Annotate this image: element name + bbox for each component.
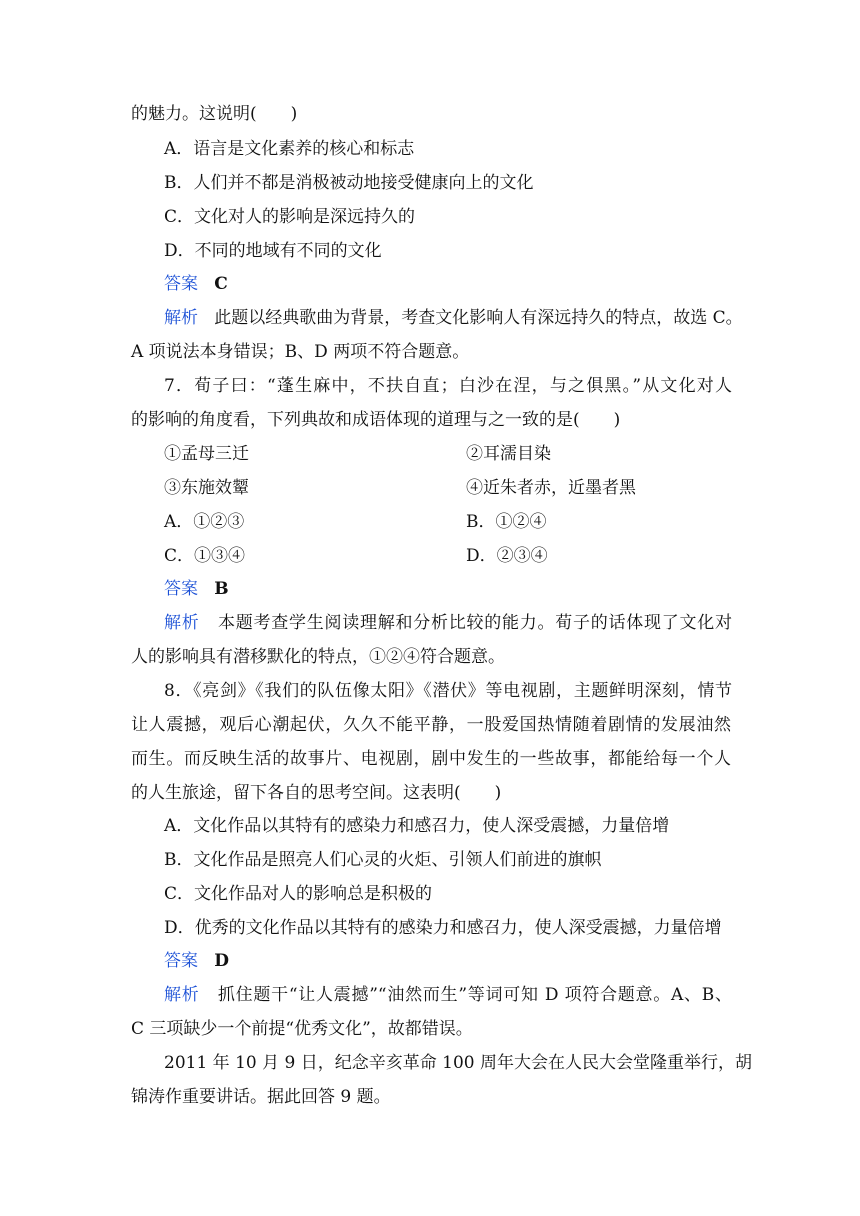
answer-value: C [214, 274, 228, 294]
analysis-text: 本题考查学生阅读理解和分析比较的能力。荀子的话体现了文化对 [217, 613, 733, 633]
q8-option-a: A．文化作品以其特有的感染力和感召力，使人深受震撼，力量倍增 [164, 816, 670, 836]
q7-item-3: ③东施效颦 [164, 478, 249, 498]
question-8-stem-line-2: 让人震撼，观后心潮起伏，久久不能平静，一股爱国热情随着剧情的发展油然 [131, 715, 731, 735]
q7-item-1: ①孟母三迁 [164, 444, 249, 464]
q8-analysis-line-1 [164, 984, 732, 1006]
answer-value: B [214, 579, 229, 599]
answer-label: 答案 [164, 951, 198, 971]
q7-answer [164, 578, 732, 600]
q6-analysis-line-1 [164, 307, 743, 329]
q7-analysis-line-1 [164, 612, 732, 634]
answer-label: 答案 [164, 274, 198, 294]
question-8-stem-line-3: 而生。而反映生活的故事片、电视剧，剧中发生的一些故事，都能给每一个人 [131, 749, 731, 769]
analysis-text: 此题以经典歌曲为背景，考查文化影响人有深远持久的特点，故选 C。 [214, 308, 743, 328]
q7-option-c: C．①③④ [164, 546, 246, 566]
material-line-1: 2011 年 10 月 9 日，纪念辛亥革命 100 周年大会在人民大会堂隆重举行，胡 [164, 1053, 752, 1073]
q6-option-b: B．人们并不都是消极被动地接受健康向上的文化 [164, 173, 534, 193]
q6-analysis-line-2: A 项说法本身错误；B、D 两项不符合题意。 [131, 342, 470, 362]
answer-value: D [214, 951, 229, 971]
q8-option-c: C．文化作品对人的影响总是积极的 [164, 884, 433, 904]
q8-answer [164, 950, 732, 972]
analysis-text: 抓住题干“让人震撼”“油然而生”等词可知 D 项符合题意。A、B、 [217, 985, 733, 1005]
q7-analysis-line-2: 人的影响具有潜移默化的特点，①②④符合题意。 [131, 647, 505, 667]
q7-option-d: D．②③④ [466, 546, 548, 566]
analysis-label: 解析 [164, 308, 198, 328]
q8-option-d: D．优秀的文化作品以其特有的感染力和感召力，使人深受震撼，力量倍增 [164, 918, 722, 938]
q8-analysis-line-2: C 三项缺少一个前提“优秀文化”，故都错误。 [131, 1019, 473, 1039]
q7-option-b: B．①②④ [466, 512, 547, 532]
question-8-stem-line-4: 的人生旅途，留下各自的思考空间。这表明( ) [131, 783, 502, 803]
material-line-2: 锦涛作重要讲话。据此回答 9 题。 [131, 1087, 391, 1107]
question-8-stem-line-1: 8．《亮剑》《我们的队伍像太阳》《潜伏》等电视剧，主题鲜明深刻，情节 [164, 681, 732, 701]
answer-label: 答案 [164, 579, 198, 599]
question-7-stem-line-2: 的影响的角度看，下列典故和成语体现的道理与之一致的是( ) [131, 410, 621, 430]
question-6-stem-tail: 的魅力。这说明( ) [131, 104, 298, 124]
q7-item-4: ④近朱者赤，近墨者黑 [466, 478, 636, 498]
q7-item-2: ②耳濡目染 [466, 444, 551, 464]
q8-option-b: B．文化作品是照亮人们心灵的火炬、引领人们前进的旗帜 [164, 850, 602, 870]
q6-answer [164, 273, 732, 295]
analysis-label: 解析 [164, 613, 200, 633]
q6-option-a: A．语言是文化素养的核心和标志 [164, 139, 415, 159]
q7-option-a: A．①②③ [164, 512, 245, 532]
q6-option-d: D．不同的地域有不同的文化 [164, 241, 382, 261]
question-7-stem-line-1: 7．荀子曰：“蓬生麻中，不扶自直；白沙在涅，与之俱黑。”从文化对人 [164, 376, 732, 396]
analysis-label: 解析 [164, 985, 200, 1005]
q6-option-c: C．文化对人的影响是深远持久的 [164, 207, 416, 227]
